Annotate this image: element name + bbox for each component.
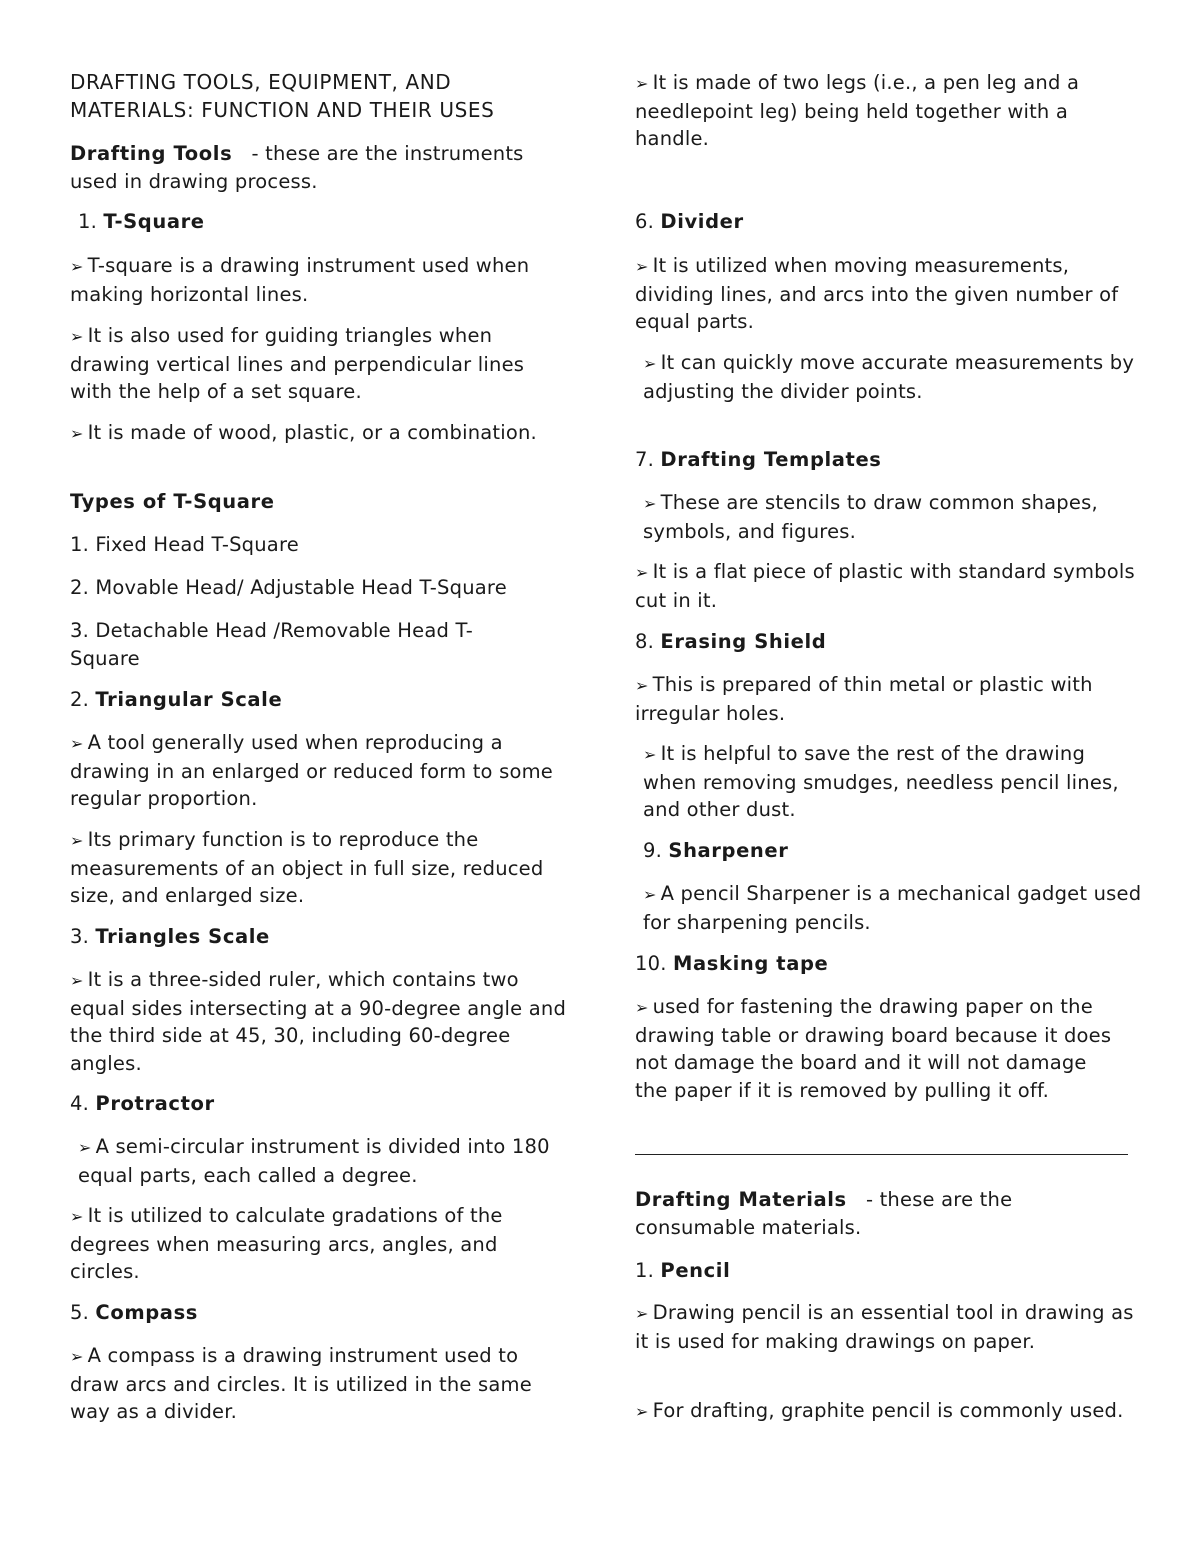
item-name: Triangular Scale (95, 688, 283, 711)
bullet-text: It is a flat piece of plastic with standard symbols cut in it. (635, 560, 1135, 612)
item-name: T-Square (103, 210, 205, 233)
compass-heading (70, 1299, 570, 1327)
templates-heading (635, 446, 1135, 474)
item-number: 2. (70, 688, 90, 711)
item-number: 6. (635, 210, 655, 233)
bullet-text: Its primary function is to reproduce the measurements of an object in full size, reduced size, and enlarged size. (70, 828, 544, 907)
bullet-point (635, 69, 1135, 153)
bullet-point (70, 729, 570, 813)
bullet-text: A compass is a drawing instrument used to draw arcs and circles. It is utilized in the same way as a divider. (70, 1344, 532, 1423)
bullet-text: It is made of wood, plastic, or a combination. (87, 421, 537, 444)
bullet-text: It is utilized when moving measurements, dividing lines, and arcs into the given number of equal parts. (635, 254, 1119, 333)
sharpener-heading (635, 837, 1143, 865)
item-number: 1. (78, 210, 98, 233)
pencil-heading (635, 1257, 1135, 1285)
tsquare-types-heading: Types of T-Square (70, 490, 275, 513)
arrow-bullet-icon: ➢ (643, 745, 657, 764)
item-number: 9. (643, 839, 663, 862)
bullet-text: A semi-circular instrument is divided into 180 equal parts, each called a degree. (78, 1135, 550, 1187)
protractor-heading (70, 1090, 570, 1118)
divider-heading (635, 208, 1135, 236)
item-number: 1. (635, 1259, 655, 1282)
bullet-point (70, 1133, 578, 1189)
item-name: Drafting Templates (660, 448, 882, 471)
arrow-bullet-icon: ➢ (70, 1207, 84, 1226)
masking-tape-heading (635, 950, 1135, 978)
item-name: Protractor (95, 1092, 215, 1115)
tsquare-type-item: 2. Movable Head/ Adjustable Head T-Square (70, 576, 507, 599)
item-name: Divider (660, 210, 744, 233)
bullet-text: For drafting, graphite pencil is commonly used. (652, 1399, 1124, 1422)
bullet-point (635, 489, 1143, 545)
arrow-bullet-icon: ➢ (70, 734, 84, 753)
item-name: Pencil (660, 1259, 731, 1282)
arrow-bullet-icon: ➢ (70, 1347, 84, 1366)
item-name: Compass (95, 1301, 198, 1324)
bullet-text: A pencil Sharpener is a mechanical gadget used for sharpening pencils. (643, 882, 1142, 934)
bullet-point (635, 1397, 1135, 1426)
triangular-scale-heading (70, 686, 570, 714)
arrow-bullet-icon: ➢ (78, 1138, 92, 1157)
bullet-text: It can quickly move accurate measurements by adjusting the divider points. (643, 351, 1135, 403)
item-name: Masking tape (673, 952, 829, 975)
bullet-text: These are stencils to draw common shapes, symbols, and figures. (643, 491, 1098, 543)
bullet-point (70, 826, 570, 910)
item-number: 7. (635, 448, 655, 471)
tools-intro (70, 140, 570, 195)
bullet-point (635, 1299, 1135, 1355)
item-number: 3. (70, 925, 90, 948)
bullet-point (635, 740, 1143, 824)
bullet-point (635, 993, 1125, 1104)
item-number: 8. (635, 630, 655, 653)
arrow-bullet-icon: ➢ (70, 971, 84, 990)
bullet-text: Drawing pencil is an essential tool in drawing as it is used for making drawings on paper. (635, 1301, 1134, 1353)
arrow-bullet-icon: ➢ (70, 424, 84, 443)
arrow-bullet-icon: ➢ (643, 494, 657, 513)
bullet-text: This is prepared of thin metal or plastic with irregular holes. (635, 673, 1093, 725)
tools-heading: Drafting Tools (70, 142, 233, 165)
arrow-bullet-icon: ➢ (635, 74, 649, 93)
arrow-bullet-icon: ➢ (635, 1402, 649, 1421)
bullet-text: It is also used for guiding triangles when drawing vertical lines and perpendicular lines with the help of a set square. (70, 324, 525, 403)
item-number: 5. (70, 1301, 90, 1324)
bullet-point (70, 419, 570, 448)
bullet-point (635, 880, 1153, 936)
arrow-bullet-icon: ➢ (635, 676, 649, 695)
arrow-bullet-icon: ➢ (635, 257, 649, 276)
erasing-shield-heading (635, 628, 1135, 656)
materials-description: - these are the consumable materials. (635, 1188, 1013, 1239)
bullet-text: It is utilized to calculate gradations of the degrees when measuring arcs, angles, and circles. (70, 1204, 503, 1283)
bullet-point (635, 558, 1135, 614)
item-number: 10. (635, 952, 667, 975)
bullet-point (635, 349, 1143, 405)
bullet-point (70, 322, 570, 406)
bullet-point (70, 966, 570, 1077)
item-number: 4. (70, 1092, 90, 1115)
arrow-bullet-icon: ➢ (70, 327, 84, 346)
item-name: Triangles Scale (95, 925, 270, 948)
bullet-text: used for fastening the drawing paper on the drawing table or drawing board because it does not damage the board and it will not damage the paper if it is removed by pulling it off. (635, 995, 1112, 1102)
arrow-bullet-icon: ➢ (70, 257, 84, 276)
arrow-bullet-icon: ➢ (70, 831, 84, 850)
tsquare-type-item: 1. Fixed Head T-Square (70, 533, 299, 556)
arrow-bullet-icon: ➢ (635, 563, 649, 582)
bullet-point (70, 1342, 570, 1426)
bullet-point (70, 1202, 570, 1286)
materials-heading: Drafting Materials (635, 1188, 847, 1211)
arrow-bullet-icon: ➢ (635, 1304, 649, 1323)
item-name: Erasing Shield (660, 630, 827, 653)
tsquare-type-item: 3. Detachable Head /Removable Head T-Square (70, 619, 474, 670)
item-name: Sharpener (668, 839, 789, 862)
materials-intro (635, 1186, 1135, 1241)
bullet-text: It is made of two legs (i.e., a pen leg and a needlepoint leg) being held together with a handle. (635, 71, 1080, 150)
arrow-bullet-icon: ➢ (643, 885, 657, 904)
bullet-text: It is helpful to save the rest of the drawing when removing smudges, needless pencil lines, and other dust. (643, 742, 1119, 821)
bullet-point (635, 671, 1135, 727)
arrow-bullet-icon: ➢ (635, 998, 649, 1017)
bullet-point (70, 252, 570, 308)
bullet-point (635, 252, 1135, 336)
tsquare-heading (70, 208, 578, 236)
arrow-bullet-icon: ➢ (643, 354, 657, 373)
bullet-text: A tool generally used when reproducing a drawing in an enlarged or reduced form to some regular proportion. (70, 731, 553, 810)
bullet-text: It is a three-sided ruler, which contains two equal sides intersecting at a 90-degree angle and the third side at 45, 30, including 60-degree angles. (70, 968, 567, 1075)
page-title (70, 69, 570, 124)
page-title-line-2: MATERIALS: FUNCTION AND THEIR USES (70, 97, 495, 122)
section-divider-line (635, 1154, 1128, 1155)
bullet-text: T-square is a drawing instrument used when making horizontal lines. (70, 254, 530, 306)
triangles-scale-heading (70, 923, 570, 951)
page-title-line-1: DRAFTING TOOLS, EQUIPMENT, AND (70, 70, 452, 94)
tools-description: - these are the instruments used in drawing process. (70, 142, 524, 193)
